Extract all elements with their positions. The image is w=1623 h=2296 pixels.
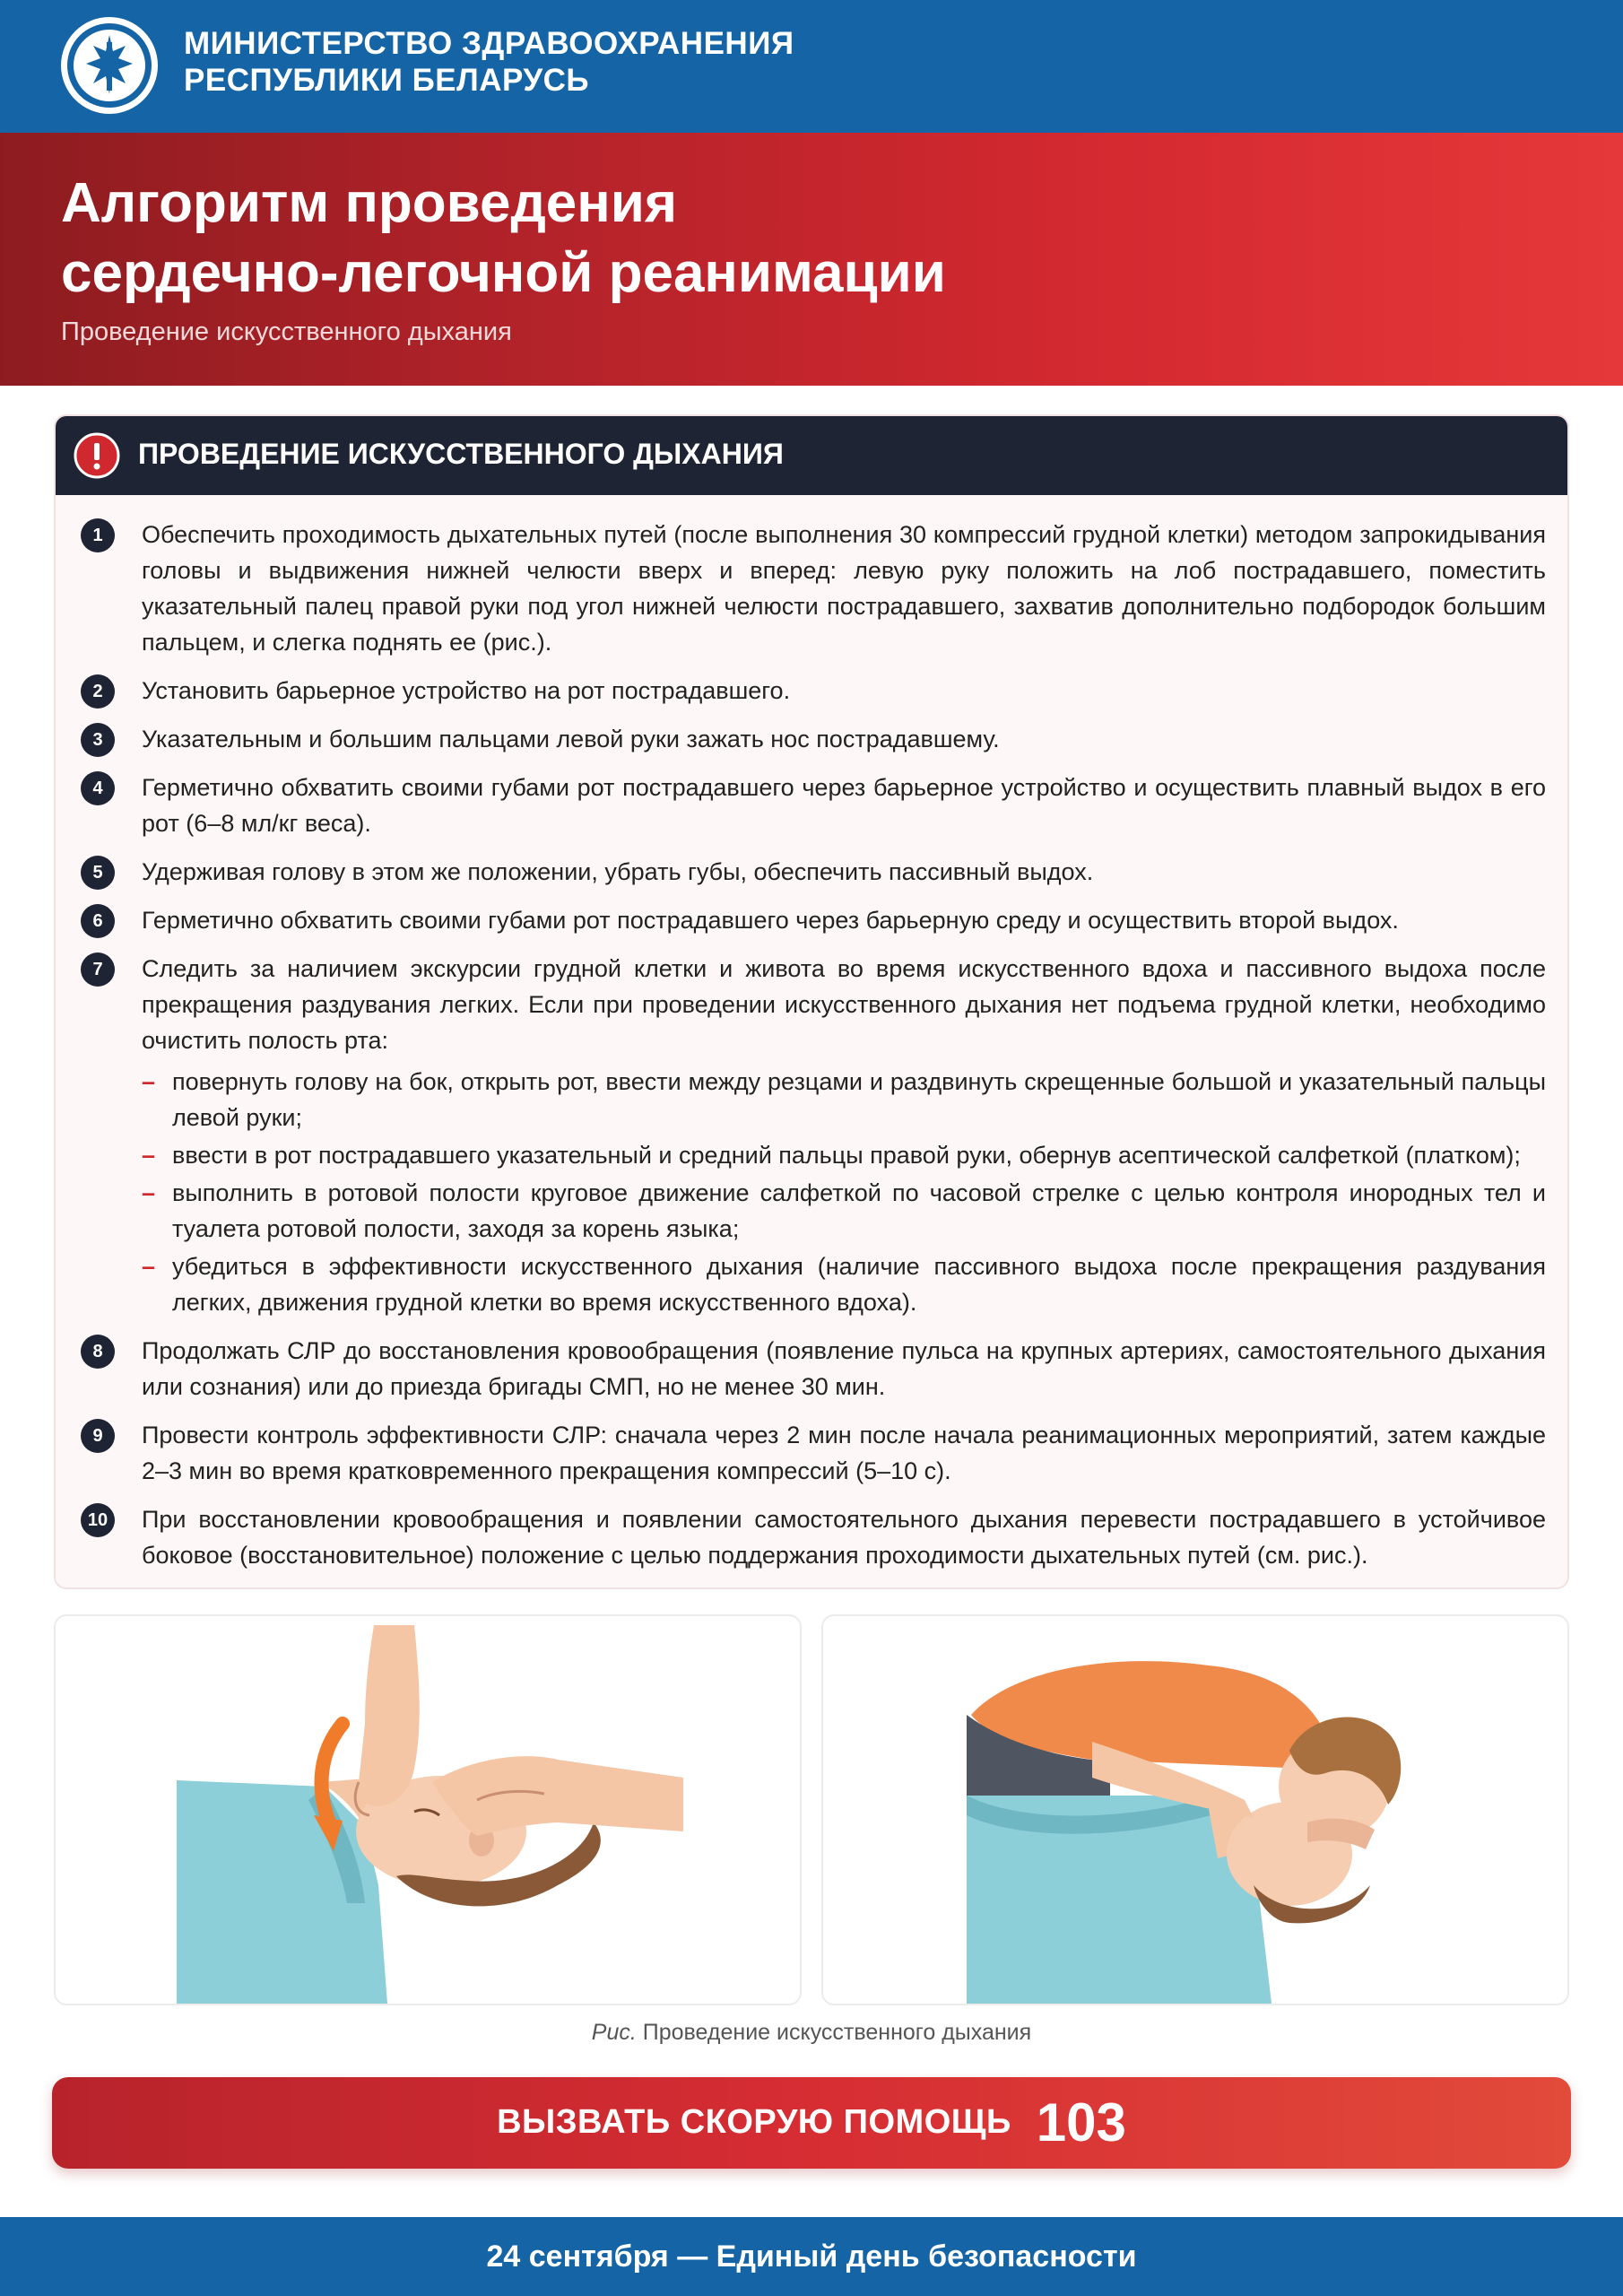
call-ambulance-button[interactable] bbox=[52, 2077, 1571, 2169]
ministry-header bbox=[0, 0, 1623, 133]
step-text: Провести контроль эффективности СЛР: сначала через 2 мин после начала реанимационных мероприятий, затем каждые 2–3 мин во время кратковременного прекращения компрессий (5–10 с). bbox=[142, 1422, 1546, 1484]
sub-step-item bbox=[142, 1248, 1546, 1320]
emergency-number: 103 bbox=[1036, 2092, 1126, 2152]
figure-card-right bbox=[821, 1614, 1569, 2005]
dash-marker: – bbox=[142, 1253, 156, 1280]
step-item bbox=[81, 1501, 1546, 1573]
step-number-badge: 1 bbox=[81, 518, 115, 552]
step-text: Герметично обхватить своими губами рот пострадавшего через барьерную среду и осуществить второй выдох. bbox=[142, 907, 1399, 934]
step-text: Удерживая голову в этом же положении, убрать губы, обеспечить пассивный выдох. bbox=[142, 858, 1094, 885]
sub-step-item bbox=[142, 1175, 1546, 1247]
page-subtitle: Проведение искусственного дыхания bbox=[61, 317, 512, 346]
step-item bbox=[81, 854, 1546, 890]
sub-step-text: повернуть голову на бок, открыть рот, ввести между резцами и раздвинуть скрещенные большой и указательный пальцы левой руки; bbox=[172, 1068, 1546, 1131]
figure-caption-prefix: Рис. bbox=[591, 2020, 637, 2045]
step-number-badge: 10 bbox=[81, 1503, 115, 1537]
sub-step-text: выполнить в ротовой полости круговое движение салфеткой по часовой стрелке с целью контроля инородных тел и туалета ротовой полости, заходя за корень языка; bbox=[172, 1179, 1546, 1242]
dash-marker: – bbox=[142, 1068, 156, 1095]
sub-step-text: ввести в рот пострадавшего указательный и средний пальцы правой руки, обернув асептической салфеткой (платком); bbox=[172, 1142, 1521, 1169]
step-number-badge: 7 bbox=[81, 952, 115, 987]
figure-card-left bbox=[54, 1614, 802, 2005]
steps-panel bbox=[54, 414, 1569, 1589]
steps-list bbox=[81, 517, 1546, 1586]
step-text: Обеспечить проходимость дыхательных путей (после выполнения 30 компрессий грудной клетки) методом запрокидывания головы и выдвижения нижней челюсти вверх и вперед: левую руку положить на лоб пострадавшего, поместить указательный палец правой руки под угол нижней челюсти пострадавшего, захватив дополнительно подбородок большим пальцем, и слегка поднять ее (рис.). bbox=[142, 521, 1546, 656]
step-item bbox=[81, 517, 1546, 660]
step-number-badge: 9 bbox=[81, 1419, 115, 1453]
step-item bbox=[81, 1333, 1546, 1405]
sub-step-list bbox=[142, 1064, 1546, 1320]
step-item bbox=[81, 951, 1546, 1320]
step-text: Герметично обхватить своими губами рот пострадавшего через барьерное устройство и осуществить плавный выдох в его рот (6–8 мл/кг веса). bbox=[142, 774, 1546, 837]
ministry-name-line2: РЕСПУБЛИКИ БЕЛАРУСЬ bbox=[184, 63, 590, 98]
step-number-badge: 6 bbox=[81, 904, 115, 938]
dash-marker: – bbox=[142, 1142, 156, 1169]
step-text: При восстановлении кровообращения и появлении самостоятельного дыхания перевести пострадавшего в устойчивое боковое (восстановительное) положение с целью поддержания проходимости дыхательных путей (см. рис.). bbox=[142, 1506, 1546, 1569]
exclamation-icon bbox=[74, 432, 120, 479]
step-number-badge: 4 bbox=[81, 771, 115, 805]
step-number-badge: 3 bbox=[81, 723, 115, 757]
ministry-emblem-icon bbox=[59, 15, 160, 116]
title-band bbox=[0, 133, 1623, 386]
sub-step-item bbox=[142, 1137, 1546, 1173]
page-title bbox=[61, 169, 946, 309]
step-text: Следить за наличием экскурсии грудной клетки и живота во время искусственного вдоха и пассивного выдоха после прекращения раздувания легких. Если при проведении искусственного дыхания нет подъема грудной клетки, необходимо очистить полость рта: bbox=[142, 955, 1546, 1054]
step-number-badge: 5 bbox=[81, 856, 115, 890]
step-text: Продолжать СЛР до восстановления кровообращения (появление пульса на крупных артериях, самостоятельного дыхания или сознания) или до приезда бригады СМП, но не менее 30 мин. bbox=[142, 1337, 1546, 1400]
page-title-line1: Алгоритм проведения bbox=[61, 172, 678, 234]
figure-caption bbox=[0, 2020, 1623, 2046]
rescue-breathing-illustration bbox=[823, 1616, 1567, 2004]
step-item bbox=[81, 721, 1546, 757]
sub-step-item bbox=[142, 1064, 1546, 1135]
footer-banner: 24 сентября — Единый день безопасности bbox=[0, 2217, 1623, 2296]
ministry-name-line1: МИНИСТЕРСТВО ЗДРАВООХРАНЕНИЯ bbox=[184, 26, 794, 61]
head-tilt-chin-lift-illustration bbox=[56, 1616, 800, 2004]
page-title-line2: сердечно-легочной реанимации bbox=[61, 242, 946, 304]
ministry-name bbox=[184, 25, 794, 99]
sub-step-text: убедиться в эффективности искусственного дыхания (наличие пассивного выдоха после прекращения раздувания легких, движения грудной клетки во время искусственного вдоха). bbox=[172, 1253, 1546, 1316]
step-item bbox=[81, 902, 1546, 938]
step-number-badge: 2 bbox=[81, 674, 115, 709]
step-item bbox=[81, 1417, 1546, 1489]
figure-caption-text: Проведение искусственного дыхания bbox=[642, 2020, 1032, 2045]
dash-marker: – bbox=[142, 1179, 156, 1206]
step-text: Установить барьерное устройство на рот пострадавшего. bbox=[142, 677, 791, 704]
step-item bbox=[81, 673, 1546, 709]
panel-header bbox=[56, 416, 1567, 495]
panel-title: ПРОВЕДЕНИЕ ИСКУССТВЕННОГО ДЫХАНИЯ bbox=[138, 438, 784, 470]
step-number-badge: 8 bbox=[81, 1335, 115, 1369]
step-item bbox=[81, 770, 1546, 841]
step-text: Указательным и большим пальцами левой руки зажать нос пострадавшему. bbox=[142, 726, 1000, 752]
call-ambulance-label: ВЫЗВАТЬ СКОРУЮ ПОМОЩЬ bbox=[497, 2103, 1011, 2141]
